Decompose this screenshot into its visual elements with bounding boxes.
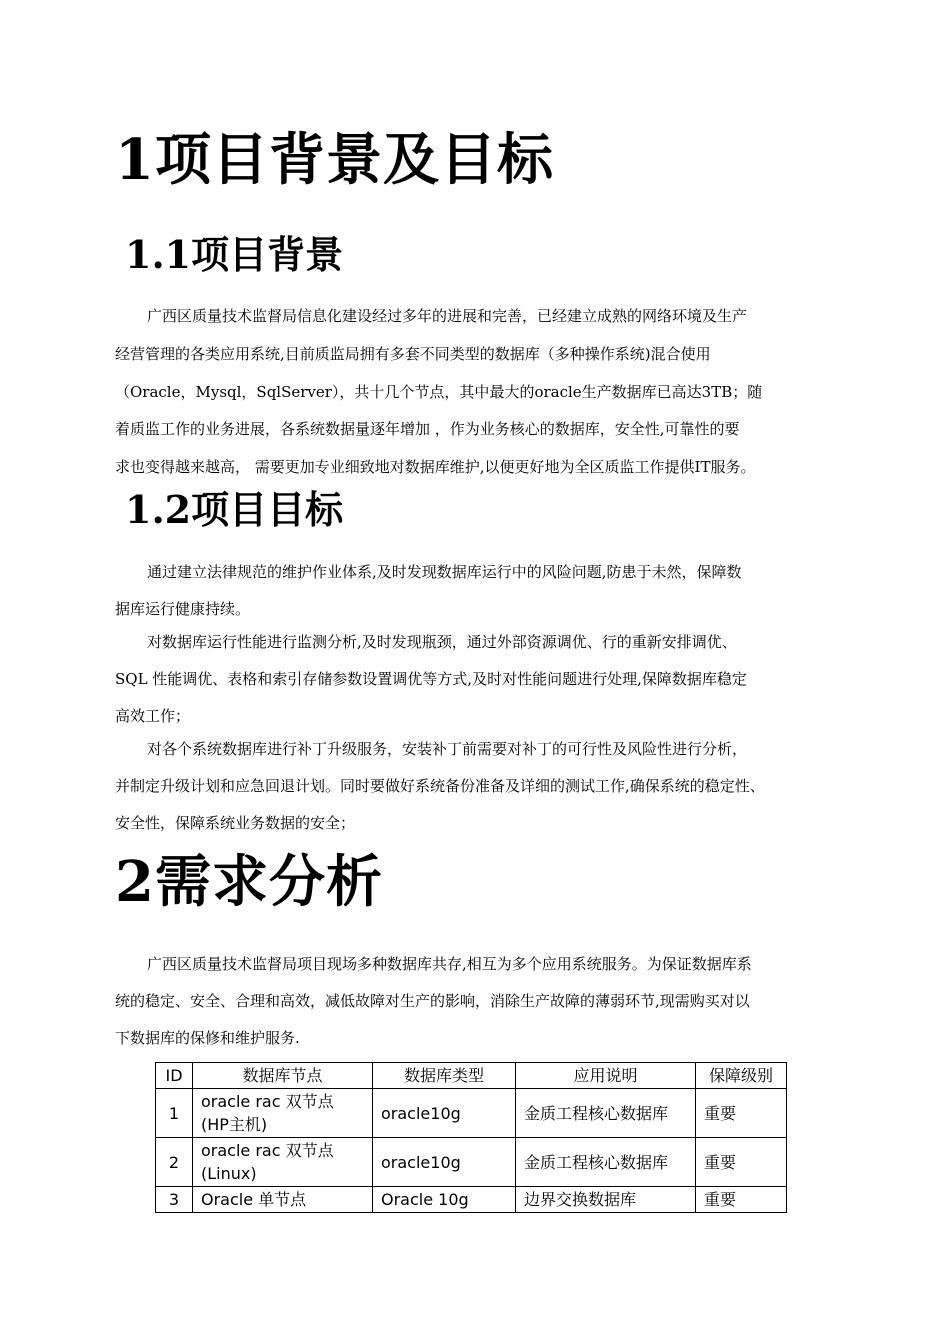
table-header-id: ID — [156, 1063, 193, 1089]
cell-type: Oracle 10g — [373, 1187, 516, 1213]
paragraph-line: 广西区质量技术监督局项目现场多种数据库共存,相互为多个应用系统服务。为保证数据库系 — [147, 955, 752, 973]
cell-level: 重要 — [696, 1089, 787, 1138]
table-row — [156, 1089, 787, 1138]
heading-2-project-background: 1.1项目背景 — [125, 232, 344, 277]
table-row — [156, 1187, 787, 1213]
paragraph-line: 据库运行健康持续。 — [115, 600, 251, 618]
paragraph-line: 广西区质量技术监督局信息化建设经过多年的进展和完善，已经建立成熟的网络环境及生产 — [147, 307, 748, 325]
cell-id: 2 — [156, 1138, 193, 1187]
cell-node-line: oracle rac 双节点 — [201, 1141, 334, 1160]
cell-node-line: Oracle 单节点 — [201, 1190, 307, 1209]
paragraph-line: 着质监工作的业务进展，各系统数据量逐年增加 ，作为业务核心的数据库，安全性,可靠性的要 — [115, 420, 740, 438]
paragraph-line: 高效工作； — [115, 707, 191, 725]
cell-description: 金质工程核心数据库 — [516, 1089, 696, 1138]
cell-type: oracle10g — [373, 1089, 516, 1138]
cell-node-line: oracle rac 双节点 — [201, 1092, 334, 1111]
paragraph-line: 下数据库的保修和维护服务. — [115, 1029, 300, 1047]
table-header-type: 数据库类型 — [373, 1063, 516, 1089]
table-header-row — [156, 1063, 787, 1089]
paragraph-line: 统的稳定、安全、合理和高效，减低故障对生产的影响，消除生产故障的薄弱环节,现需购买对以 — [115, 992, 750, 1010]
cell-node — [193, 1138, 373, 1187]
heading-1-project-background-goals: 1项目背景及目标 — [115, 127, 554, 193]
heading-2-project-goals: 1.2项目目标 — [125, 487, 344, 532]
cell-description: 金质工程核心数据库 — [516, 1138, 696, 1187]
table-header-node: 数据库节点 — [193, 1063, 373, 1089]
paragraph-line: 经营管理的各类应用系统,目前质监局拥有多套不同类型的数据库（多种操作系统)混合使用 — [115, 345, 711, 363]
paragraph-line: （Oracle，Mysql，SqlServer），共十几个节点，其中最大的oracle生产数据库已高达3TB；随 — [115, 383, 763, 401]
database-table — [155, 1062, 787, 1213]
table-header-description: 应用说明 — [516, 1063, 696, 1089]
cell-node-line: (Linux) — [201, 1164, 257, 1183]
paragraph-line: 并制定升级计划和应急回退计划。同时要做好系统备份准备及详细的测试工作,确保系统的稳定性、 — [115, 777, 765, 795]
cell-description: 边界交换数据库 — [516, 1187, 696, 1213]
cell-level: 重要 — [696, 1138, 787, 1187]
cell-id: 3 — [156, 1187, 193, 1213]
cell-id: 1 — [156, 1089, 193, 1138]
cell-level: 重要 — [696, 1187, 787, 1213]
heading-1-requirements-analysis: 2需求分析 — [115, 849, 383, 915]
paragraph-line: 通过建立法律规范的维护作业体系,及时发现数据库运行中的风险问题,防患于未然，保障数 — [147, 563, 742, 581]
paragraph-line: 求也变得越来越高， 需要更加专业细致地对数据库维护,以便更好地为全区质监工作提供IT服务。 — [115, 458, 756, 476]
table-header-level: 保障级别 — [696, 1063, 787, 1089]
cell-node-line: (HP主机) — [201, 1115, 268, 1134]
table-row — [156, 1138, 787, 1187]
cell-type: oracle10g — [373, 1138, 516, 1187]
cell-node — [193, 1187, 373, 1213]
paragraph-line: 对各个系统数据库进行补丁升级服务，安装补丁前需要对补丁的可行性及风险性进行分析， — [147, 740, 748, 758]
cell-node — [193, 1089, 373, 1138]
paragraph-line: SQL 性能调优、表格和索引存储参数设置调优等方式,及时对性能问题进行处理,保障数据库稳定 — [115, 670, 747, 688]
paragraph-line: 对数据库运行性能进行监测分析,及时发现瓶颈，通过外部资源调优、行的重新安排调优、 — [147, 633, 737, 651]
paragraph-line: 安全性，保障系统业务数据的安全； — [115, 814, 356, 832]
